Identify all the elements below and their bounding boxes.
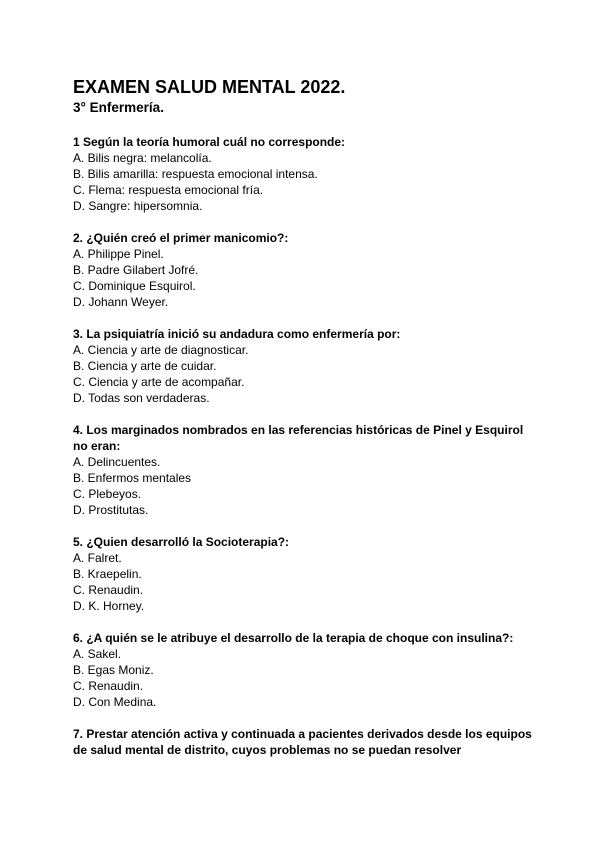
option-d: D. Prostitutas. bbox=[73, 503, 149, 517]
option-b: B. Kraepelin. bbox=[73, 567, 142, 581]
option-c: C. Renaudin. bbox=[73, 679, 144, 693]
question-text: 1 Según la teoría humoral cuál no corresponde: bbox=[73, 135, 346, 149]
option-c: C. Plebeyos. bbox=[73, 487, 142, 501]
option-c: C. Flema: respuesta emocional fría. bbox=[73, 183, 264, 197]
option-d: D. Todas son verdaderas. bbox=[73, 391, 210, 405]
question-text: 5. ¿Quien desarrolló la Socioterapia?: bbox=[73, 535, 290, 549]
exam-subtitle: 3° Enfermería. bbox=[73, 100, 164, 115]
option-b: B. Egas Moniz. bbox=[73, 663, 154, 677]
option-a: A. Sakel. bbox=[73, 647, 122, 661]
question-4 bbox=[73, 422, 533, 518]
option-a: A. Philippe Pinel. bbox=[73, 247, 164, 261]
question-text: 3. La psiquiatría inició su andadura como enfermería por: bbox=[73, 327, 401, 341]
option-c: C. Dominique Esquirol. bbox=[73, 279, 196, 293]
option-d: D. Con Medina. bbox=[73, 695, 157, 709]
question-text: 4. Los marginados nombrados en las referencias históricas de Pinel y Esquirol no eran: bbox=[73, 423, 524, 453]
question-5 bbox=[73, 534, 533, 614]
option-d: D. Johann Weyer. bbox=[73, 295, 169, 309]
question-2 bbox=[73, 230, 533, 310]
question-6 bbox=[73, 630, 533, 710]
question-1 bbox=[73, 134, 533, 214]
option-a: A. Bilis negra: melancolía. bbox=[73, 151, 212, 165]
option-d: D. K. Horney. bbox=[73, 599, 145, 613]
question-text: 2. ¿Quién creó el primer manicomio?: bbox=[73, 231, 289, 245]
option-b: B. Bilis amarilla: respuesta emocional intensa. bbox=[73, 167, 318, 181]
option-c: C. Ciencia y arte de acompañar. bbox=[73, 375, 245, 389]
question-7 bbox=[73, 726, 533, 758]
option-d: D. Sangre: hipersomnia. bbox=[73, 199, 203, 213]
option-c: C. Renaudin. bbox=[73, 583, 144, 597]
option-b: B. Enfermos mentales bbox=[73, 471, 192, 485]
exam-title: EXAMEN SALUD MENTAL 2022. bbox=[73, 77, 346, 97]
question-text: 7. Prestar atención activa y continuada a pacientes derivados desde los equipos de salud mental de distrito, cuyos problemas no se puedan resolver bbox=[73, 727, 532, 757]
option-a: A. Delincuentes. bbox=[73, 455, 161, 469]
question-3 bbox=[73, 326, 533, 406]
exam-content bbox=[73, 76, 533, 774]
option-a: A. Ciencia y arte de diagnosticar. bbox=[73, 343, 249, 357]
question-text: 6. ¿A quién se le atribuye el desarrollo de la terapia de choque con insulina?: bbox=[73, 631, 514, 645]
option-b: B. Padre Gilabert Jofré. bbox=[73, 263, 199, 277]
option-b: B. Ciencia y arte de cuidar. bbox=[73, 359, 217, 373]
option-a: A. Falret. bbox=[73, 551, 122, 565]
